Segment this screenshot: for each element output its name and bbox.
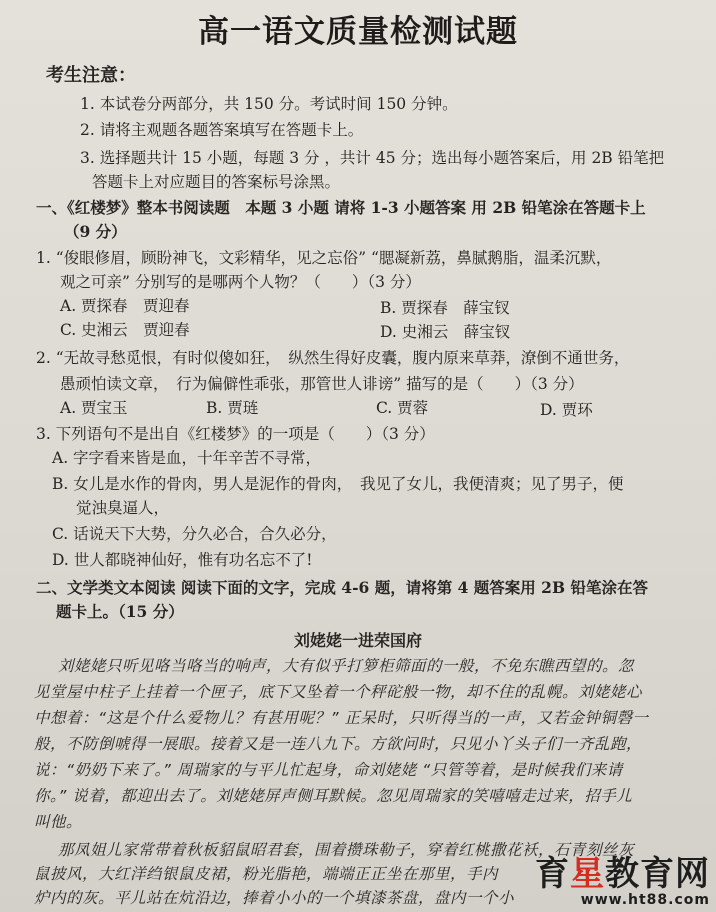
story-line: 那凤姐儿家常带着秋板貂鼠昭君套，围着攒珠勒子，穿着红桃撒花袄，石青刻丝灰 <box>58 841 635 859</box>
question-1-text: 1. “俊眼修眉，顾盼神飞，文彩精华，见之忘俗” “腮凝新荔，鼻腻鹅脂，温柔沉默， <box>36 249 612 267</box>
question-2-text: 2. “无故寻愁觅恨，有时似傻如狂， 纵然生得好皮囊，腹内原来草莽，潦倒不通世务， <box>36 349 630 367</box>
question-3-option-b: B. 女儿是水作的骨肉，男人是泥作的骨肉， 我见了女儿，我便清爽；见了男子，便 <box>52 475 624 493</box>
notice-heading: 考生注意： <box>46 65 136 86</box>
section2-heading: 二、文学类文本阅读 阅读下面的文字，完成 4-6 题，请将第 4 题答案用 2B 铅笔涂在答 <box>36 578 648 597</box>
question-1-text: 观之可亲” 分别写的是哪两个人物？（ ）（3 分） <box>60 273 421 291</box>
page-title: 高一语文质量检测试题 <box>198 14 518 50</box>
story-title: 刘姥姥一进荣国府 <box>293 631 422 650</box>
story-line: 炉内的灰。平儿站在炕沿边，捧着小小的一个填漆茶盘，盘内一个小 <box>34 889 515 907</box>
section1-heading: 一、《红楼梦》整本书阅读题 本题 3 小题 请将 1-3 小题答案 用 2B 铅笔涂在答题卡上 <box>36 198 646 217</box>
question-2-option-d: D. 贾环 <box>540 401 593 419</box>
story-line: 你。” 说着，都迎出去了。刘姥姥屏声侧耳默候。忽见周瑞家的笑嘻嘻走过来，招手儿 <box>34 787 633 805</box>
question-1-option-c: C. 史湘云 贾迎春 <box>60 321 190 339</box>
question-3-option-d: D. 世人都晓神仙好，惟有功名忘不了! <box>52 551 313 569</box>
watermark-url: www.ht88.com <box>580 892 710 908</box>
story-line: 中想着：“这是个什么爱物儿？有甚用呢？” 正呆时，只听得当的一声，又若金钟铜磬一 <box>34 709 649 727</box>
question-1-option-a: A. 贾探春 贾迎春 <box>60 297 190 315</box>
notice-item: 2. 请将主观题各题答案填写在答题卡上。 <box>80 121 364 139</box>
story-line: 见堂屋中柱子上挂着一个匣子，底下又坠着一个秤砣般一物，却不住的乱幌。刘姥姥心 <box>34 683 643 701</box>
story-line: 叫他。 <box>34 813 83 831</box>
question-2-option-c: C. 贾蓉 <box>376 399 429 417</box>
question-3-option-c: C. 话说天下大势，分久必合，合久必分， <box>52 525 337 543</box>
notice-item: 3. 选择题共计 15 小题，每题 3 分 ，共计 45 分；选出每小题答案后，用 2B 铅笔把 <box>80 149 665 167</box>
question-3-text: 3. 下列语句不是出自《红楼梦》的一项是（ ）（3 分） <box>36 425 435 443</box>
notice-item: 答题卡上对应题目的答案标号涂黑。 <box>92 173 341 191</box>
question-2-text: 愚顽怕读文章， 行为偏僻性乖张，那管世人诽谤” 描写的是（ ）（3 分） <box>60 375 584 393</box>
story-line: 说：“奶奶下来了。” 周瑞家的与平儿忙起身，命刘姥姥 “只管等着，是时候我们来请 <box>34 761 623 779</box>
story-line: 般，不防倒唬得一展眼。接着又是一连八九下。方欲问时，只见小丫头子们一齐乱跑， <box>34 735 643 753</box>
section2-heading-score: 题卡上。（15 分） <box>56 602 184 621</box>
story-line: 鼠披风，大红洋绉银鼠皮裙，粉光脂艳，端端正正坐在那里，手内 <box>34 865 499 883</box>
question-3-option-a: A. 字字看来皆是血，十年辛苦不寻常， <box>52 449 322 467</box>
notice-item: 1. 本试卷分两部分，共 150 分。考试时间 150 分钟。 <box>80 95 458 113</box>
site-watermark <box>535 856 710 908</box>
watermark-logo: 育星教育网 <box>535 854 710 894</box>
section1-heading-score: （9 分） <box>64 222 127 241</box>
question-3-option-b-cont: 觉浊臭逼人， <box>76 499 170 517</box>
story-line: 刘姥姥只听见咯当咯当的响声，大有似乎打箩柜筛面的一般，不免东瞧西望的。忽 <box>58 657 635 675</box>
question-1-option-d: D. 史湘云 薛宝钗 <box>380 323 511 341</box>
question-2-option-a: A. 贾宝玉 <box>60 399 128 417</box>
question-1-option-b: B. 贾探春 薛宝钗 <box>380 299 510 317</box>
question-2-option-b: B. 贾琏 <box>206 399 259 417</box>
